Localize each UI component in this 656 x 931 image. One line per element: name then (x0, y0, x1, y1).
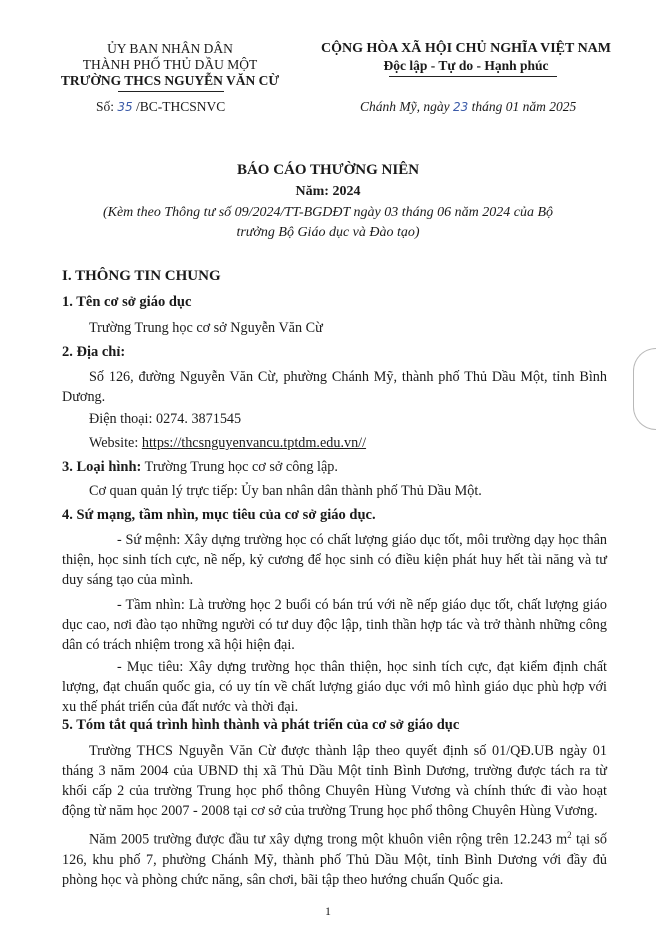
mission-paragraph: - Sứ mệnh: Xây dựng trường học có chất lượng giáo dục tốt, môi trường dạy học thân thiện, học sinh tích cực, nề nếp, kỷ cương để học sinh có điều kiện phát huy hết tài năng và tư duy sáng tạo của mình. (62, 532, 607, 588)
item-4-heading: 4. Sứ mạng, tầm nhìn, mục tiêu của cơ sở giáo dục. (62, 507, 376, 523)
country-name: CỘNG HÒA XÃ HỘI CHỦ NGHĨA VIỆT NAM (320, 41, 611, 56)
history-paragraph-1: Trường THCS Nguyễn Văn Cừ được thành lập theo quyết định số 01/QĐ.UB ngày 01 tháng 3 năm 2004 của UBND thị xã Thủ Dầu Một tỉnh Bình Dương, trường được tách ra từ khối cấp 2 của trường Trung học phổ thông Chuyên Hùng Vương và chính thức đi vào hoạt động từ năm học 2007 - 2008 tại cơ sở của trường Trung học phổ thông Chuyên Hùng Vương. (62, 743, 607, 819)
website-label: Website: (89, 435, 142, 451)
history-paragraph-2 (62, 825, 607, 890)
report-year: Năm: 2024 (295, 184, 361, 199)
address-text (62, 367, 607, 407)
document-date (360, 99, 576, 115)
item-2-heading: 2. Địa chỉ: (62, 344, 126, 360)
date-prefix: Chánh Mỹ, ngày (360, 99, 450, 114)
motto: Độc lập - Tự do - Hạnh phúc (383, 58, 549, 73)
section-1-heading: I. THÔNG TIN CHUNG (62, 268, 221, 284)
website-link[interactable]: https://thcsnguyenvancu.tptdm.edu.vn// (141, 435, 367, 451)
number-handwritten: 35 (117, 100, 133, 114)
report-note-line2: trưởng Bộ Giáo dục và Đào tạo) (236, 225, 420, 240)
managing-agency: Cơ quan quản lý trực tiếp: Ủy ban nhân dân thành phố Thủ Dầu Một. (89, 483, 482, 499)
goal-paragraph: - Mục tiêu: Xây dựng trường học thân thiện, học sinh tích cực, đạt kiểm định chất lượng, đạt chuẩn quốc gia, có uy tín về chất lượng giáo dục với mô hình giáo dục phù hợp với xu thế phát triển của đất nước và thời đại. (62, 659, 607, 715)
report-note-line1: (Kèm theo Thông tư số 09/2024/TT-BGDĐT ngày 03 tháng 06 năm 2024 của Bộ (102, 205, 554, 220)
org-parent: ỦY BAN NHÂN DÂN (107, 41, 233, 56)
date-day-handwritten: 23 (452, 100, 469, 114)
header-left-underline (118, 91, 224, 92)
history-p2-start: Năm 2005 trường được đầu tư xây dựng trong một khuôn viên rộng trên 12.243 m (89, 831, 568, 848)
org-school: TRƯỜNG THCS NGUYỄN VĂN CỪ (60, 73, 280, 88)
phone-text: Điện thoại: 0274. 3871545 (89, 411, 242, 427)
history-p2-end: tại số 126, khu phố 7, phường Chánh Mỹ, thành phố Thủ Dầu Một, tỉnh Bình Dương với đầy đủ phòng học và phòng chức năng, sân chơi, bãi tập theo hướng chuẩn Quốc gia. (62, 831, 607, 888)
vision-paragraph: - Tầm nhìn: Là trường học 2 buổi có bán trú với nề nếp giáo dục tốt, chất lượng giáo dục cao, nơi đào tạo những người có tư duy độc lập, tinh thần hợp tác và trở thành những công dân có trách nhiệm trong xã hội hiện đại. (62, 597, 607, 653)
item-3-heading: 3. Loại hình: (62, 459, 142, 475)
area-superscript: 2 (567, 830, 572, 840)
website-line (89, 433, 366, 453)
number-suffix: /BC-THCSNVC (136, 99, 226, 114)
document-number (96, 99, 225, 115)
org-city: THÀNH PHỐ THỦ DẦU MỘT (82, 57, 258, 72)
item-3-line (62, 457, 338, 477)
item-1-heading: 1. Tên cơ sở giáo dục (62, 294, 192, 310)
report-title: BÁO CÁO THƯỜNG NIÊN (236, 162, 420, 178)
item-3-text: Trường Trung học cơ sở công lập. (141, 459, 338, 475)
school-name: Trường Trung học cơ sở Nguyễn Văn Cừ (89, 320, 323, 336)
number-prefix: Số: (96, 99, 115, 114)
motto-underline (389, 76, 557, 77)
page-number: 1 (325, 904, 331, 918)
address-value: Số 126, đường Nguyễn Văn Cừ, phường Chánh Mỹ, thành phố Thủ Dầu Một, tỉnh Bình Dương. (62, 369, 607, 405)
date-suffix: tháng 01 năm 2025 (471, 99, 577, 114)
stamp-partial-mark (633, 348, 656, 430)
item-5-heading: 5. Tóm tắt quá trình hình thành và phát triển của cơ sở giáo dục (62, 717, 460, 733)
